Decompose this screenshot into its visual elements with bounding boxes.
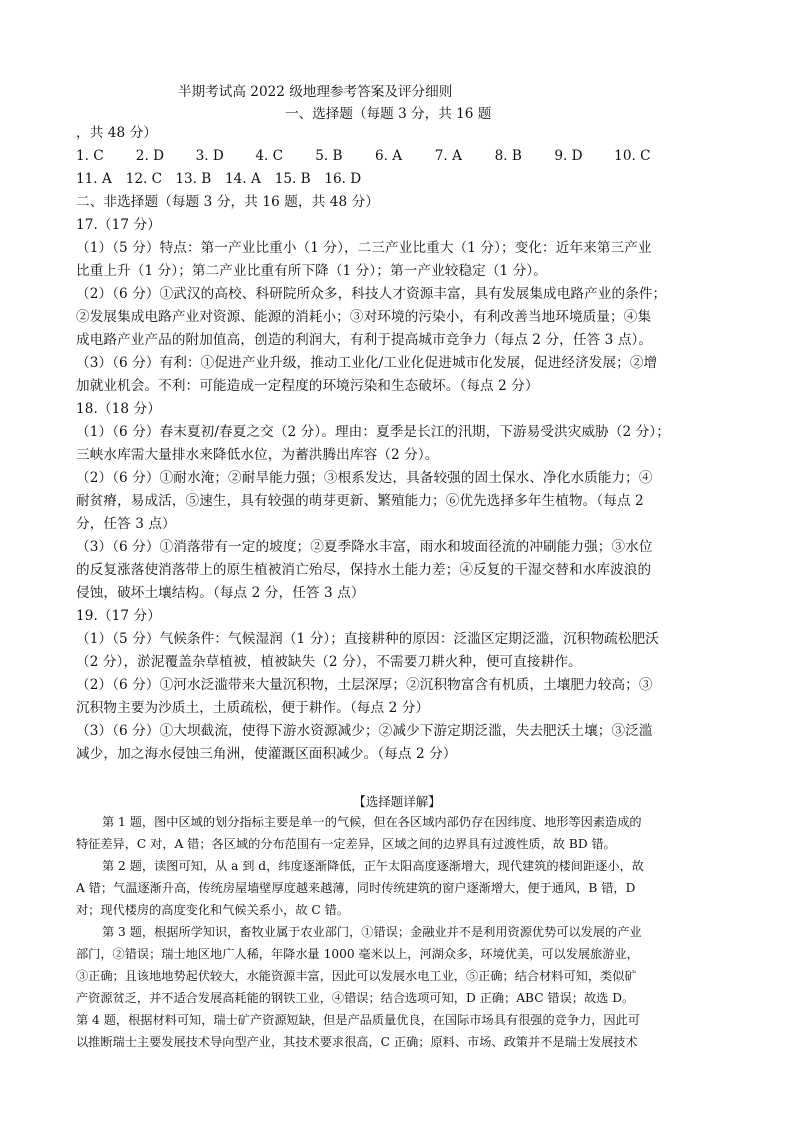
q17-line: （3）（6 分）有利：①促进产业升级，推动工业化/工业化促进城市化发展，促进经济发展；②增 bbox=[76, 355, 658, 371]
q17-line: 比重上升（1 分）；第二产业比重有所下降（1 分）；第一产业较稳定（1 分）。 bbox=[76, 263, 548, 279]
answers-row-2 bbox=[76, 171, 374, 187]
q17-line: 加就业机会。不利：可能造成一定程度的环境污染和生态破坏。（每点 2 分） bbox=[76, 378, 539, 394]
answer-item: 7. A bbox=[434, 148, 462, 164]
q19-line: 沉积物主要为沙质土，土质疏松，便于耕作。（每点 2 分） bbox=[76, 700, 430, 716]
answer-item: 8. B bbox=[494, 148, 522, 164]
q17-line: （1）（5 分）特点：第一产业比重小（1 分），二三产业比重大（1 分）；变化：近年来第三产业 bbox=[76, 240, 652, 256]
answer-item: 6. A bbox=[374, 148, 403, 164]
section1-heading-cont: ，共 48 分） bbox=[76, 125, 158, 141]
answer-item: 5. B bbox=[315, 148, 343, 164]
q19-line: 减少，加之海水侵蚀三角洲，使灌溉区面积减少。（每点 2 分） bbox=[76, 746, 457, 762]
answer-item: 11. A bbox=[76, 171, 112, 187]
q19-line: （3）（6 分）①大坝截流，使得下游水资源减少；②减少下游定期泛滥，失去肥沃土壤；③泛滥 bbox=[76, 723, 653, 739]
detail-line: 第 3 题，根据所学知识，畜牧业属于农业部门，①错误；金融业并不是利用资源优势可以发展的产业 bbox=[102, 925, 642, 939]
q19-line: （1）（5 分）气候条件：气候湿润（1 分）；直接耕种的原因：泛滥区定期泛滥，沉积物疏松肥沃 bbox=[76, 631, 659, 647]
q18-line: 侵蚀，破坏土壤结构。（每点 2 分，任答 3 点） bbox=[76, 585, 365, 601]
q17-line: ②发展集成电路产业对资源、能源的消耗小；③对环境的污染小，有利改善当地环境质量；④集 bbox=[76, 309, 652, 325]
q18-line: （3）（6 分）①消落带有一定的坡度；②夏季降水丰富，雨水和坡面径流的冲刷能力强；③水位 bbox=[76, 539, 653, 555]
detail-line: 以推断瑞士主要发展技术导向型产业，其技术要求很高，C 正确；原料、市场、政策并不是瑞士发展技术 bbox=[76, 1035, 638, 1049]
answer-item: 3. D bbox=[195, 148, 224, 164]
q18-line: （2）（6 分）①耐水淹；②耐旱能力强；③根系发达，具备较强的固土保水、净化水质能力；④ bbox=[76, 470, 653, 486]
q18-line: 三峡水库需大量排水来降低水位，为蓄洪腾出库容（2 分）。 bbox=[76, 447, 439, 463]
detail-line: 第 2 题，读图可知，从 a 到 d，纬度逐渐降低，正午太阳高度逐渐增大，现代建筑的楼间距逐小，故 bbox=[102, 859, 644, 873]
document-title: 半期考试高 2022 级地理参考答案及评分细则 bbox=[178, 84, 453, 100]
q18-line: 的反复涨落使消落带上的原生植被消亡殆尽，保持水土能力差；④反复的干湿交替和水库波浪的 bbox=[76, 562, 652, 578]
q19-line: （2）（6 分）①河水泛滥带来大量沉积物，土层深厚；②沉积物富含有机质，土壤肥力较高；③ bbox=[76, 677, 653, 693]
answer-item: 12. C bbox=[125, 171, 163, 187]
detail-line: A 错；气温逐渐升高，传统房屋墙壁厚度越来越薄，同时传统建筑的窗户逐渐增大，便于通风，B 错，D bbox=[76, 881, 636, 895]
q19-line: （2 分），淤泥覆盖杂草植被，植被缺失（2 分），不需要刀耕火种，便可直接耕作。 bbox=[76, 654, 582, 670]
q18-heading: 18.（18 分） bbox=[76, 401, 161, 417]
detail-line: ③正确；且该地地势起伏较大，水能资源丰富，因此可以发展水电工业，⑤正确；结合材料可知，类似矿 bbox=[76, 969, 637, 983]
answer-item: 15. B bbox=[274, 171, 311, 187]
answer-item: 9. D bbox=[554, 148, 583, 164]
answers-row-1 bbox=[76, 148, 674, 164]
section1-heading: 一、选择题（每题 3 分，共 16 题 bbox=[285, 106, 492, 122]
q18-line: （1）（6 分）春末夏初/春夏之交（2 分）。理由：夏季是长江的汛期，下游易受洪灾威胁（2 分）； bbox=[76, 424, 670, 440]
answer-item: 14. A bbox=[225, 171, 261, 187]
answer-item: 13. B bbox=[175, 171, 212, 187]
q18-line: 耐贫瘠，易成活，⑤速生，具有较强的萌芽更新、繁殖能力；⑥优先选择多年生植物。（每点 2 bbox=[76, 493, 644, 509]
detail-line: 第 1 题，图中区域的划分指标主要是单一的气候，但在各区域内部仍存在因纬度、地形等因素造成的 bbox=[102, 815, 642, 829]
answer-item: 2. D bbox=[135, 148, 164, 164]
q17-line: （2）（6 分）①武汉的高校、科研院所众多，科技人才资源丰富，具有发展集成电路产业的条件； bbox=[76, 286, 667, 302]
answer-item: 1. C bbox=[76, 148, 104, 164]
detail-heading: 【选择题详解】 bbox=[353, 794, 441, 809]
answer-item: 10. C bbox=[614, 148, 651, 164]
q17-heading: 17.（17 分） bbox=[76, 217, 161, 233]
q19-heading: 19.（17 分） bbox=[76, 608, 161, 624]
q18-line: 分，任答 3 点） bbox=[76, 516, 176, 532]
section2-heading: 二、非选择题（每题 3 分，共 16 题，共 48 分） bbox=[76, 194, 380, 210]
answer-item: 16. D bbox=[324, 171, 362, 187]
answer-item: 4. C bbox=[255, 148, 284, 164]
detail-line: 产资源贫乏，并不适合发展高耗能的钢铁工业，④错误；结合选项可知，D 正确；ABC 错误；故选 D。 bbox=[76, 991, 635, 1005]
detail-line: 第 4 题，根据材料可知，瑞士矿产资源短缺，但是产品质量优良，在国际市场具有很强的竞争力，因此可 bbox=[76, 1013, 640, 1027]
detail-line: 对；现代楼房的高度变化和气候关系小，故 C 错。 bbox=[76, 903, 350, 917]
q17-line: 成电路产业产品的附加值高，创造的利润大，有利于提高城市竞争力（每点 2 分，任答 3 点）。 bbox=[76, 332, 653, 348]
detail-line: 部门，②错误；瑞士地区地广人稀，年降水量 1000 毫米以上，河湖众多，环境优美，可以发展旅游业， bbox=[76, 947, 639, 961]
detail-line: 特征差异，C 对，A 错；各区域的分布范围有一定差异，区域之间的边界具有过渡性质，故 BD 错。 bbox=[76, 837, 616, 851]
